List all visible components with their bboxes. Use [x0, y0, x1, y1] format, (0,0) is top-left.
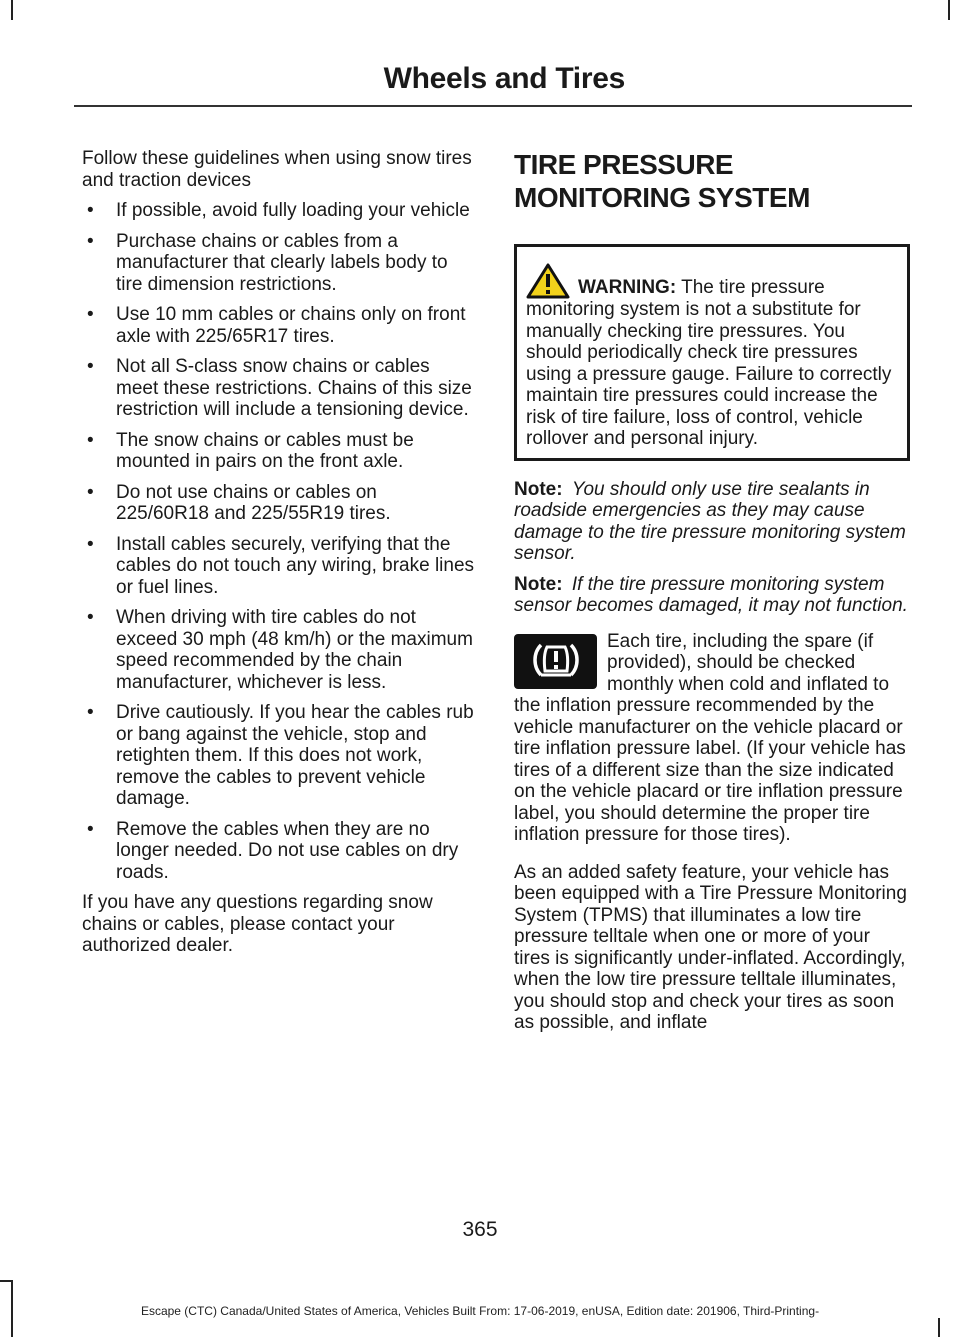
intro-paragraph: Follow these guidelines when using snow tires and traction devices	[82, 148, 472, 191]
safety-feature-paragraph: As an added safety feature, your vehicle has been equipped with a Tire Pressure Monitoring System (TPMS) that illuminates a low tire pressure telltale when one or more of your tires is significantly under-inflated. Accordingly, when the low tire pressure telltale illuminates, you should stop and check your tires as soon as possible, and inflate	[514, 861, 907, 1033]
list-item: • Drive cautiously. If you hear the cables rub or bang against the vehicle, stop and retighten them. If this does not work, remove the cables to prevent vehicle damage.	[82, 702, 475, 810]
guidelines-list	[82, 200, 475, 883]
warning-text: The tire pressure monitoring system is not a substitute for manually checking tire pressures. You should periodically check tire pressures using a pressure gauge. Failure to correctly maintain tire pressures could increase the risk of tire failure, loss of control, vehicle rollover and personal injury.	[526, 277, 892, 449]
warning-box	[514, 244, 910, 461]
crop-mark-bottom-left-horizontal	[0, 1280, 13, 1282]
note-text: If the tire pressure monitoring system sensor becomes damaged, it may not function.	[514, 573, 908, 616]
list-item: • Install cables securely, verifying that the cables do not touch any wiring, brake lines or fuel lines.	[82, 534, 475, 599]
list-item: • Do not use chains or cables on 225/60R18 and 225/55R19 tires.	[82, 482, 475, 525]
tpms-check-paragraph	[514, 631, 910, 846]
list-item: • When driving with tire cables do not exceed 30 mph (48 km/h) or the maximum speed recommended by the chain manufacturer, whichever is less.	[82, 607, 475, 693]
header-rule	[74, 105, 912, 107]
note-label: Note:	[514, 478, 563, 500]
note-sensor	[514, 574, 910, 617]
crop-mark-bottom-right	[938, 1318, 940, 1337]
list-item: • Remove the cables when they are no longer needed. Do not use cables on dry roads.	[82, 819, 475, 884]
warning-triangle-icon	[526, 263, 570, 299]
section-title: TIRE PRESSURE MONITORING SYSTEM	[514, 149, 810, 213]
note-sealants	[514, 479, 910, 565]
crop-mark-top-left	[11, 0, 13, 20]
left-column	[82, 148, 475, 966]
list-item: • If possible, avoid fully loading your vehicle	[82, 200, 475, 222]
footer-edition-info: Escape (CTC) Canada/United States of America, Vehicles Built From: 17-06-2019, enUSA, Edition date: 201906, Third-Printing-	[140, 1304, 820, 1318]
list-item: • Not all S-class snow chains or cables meet these restrictions. Chains of this size restriction will include a tensioning device.	[82, 356, 475, 421]
list-item: • Purchase chains or cables from a manufacturer that clearly labels body to tire dimension restrictions.	[82, 231, 475, 296]
note-text: You should only use tire sealants in roadside emergencies as they may cause damage to the tire pressure monitoring system sensor.	[514, 478, 906, 564]
page-title: Wheels and Tires	[383, 62, 625, 95]
note-label: Note:	[514, 573, 563, 595]
warning-label: WARNING:	[578, 277, 677, 298]
tpms-telltale-icon	[514, 634, 597, 689]
crop-mark-top-right	[948, 0, 950, 20]
list-item: • The snow chains or cables must be mounted in pairs on the front axle.	[82, 430, 475, 473]
page-number: 365	[462, 1218, 498, 1241]
tpms-check-text: Each tire, including the spare (if provided), should be checked monthly when cold and inflated to the inflation pressure recommended by the vehicle manufacturer on the vehicle placard or tire inflation pressure label. (If your vehicle has tires of a different size than the size indicated on the vehicle placard or tire inflation pressure label, you should determine the proper tire inflation pressure for those tires).	[514, 630, 906, 845]
right-column	[514, 148, 910, 1034]
list-item: • Use 10 mm cables or chains only on front axle with 225/65R17 tires.	[82, 304, 475, 347]
outro-paragraph: If you have any questions regarding snow chains or cables, please contact your authorized dealer.	[82, 892, 433, 956]
